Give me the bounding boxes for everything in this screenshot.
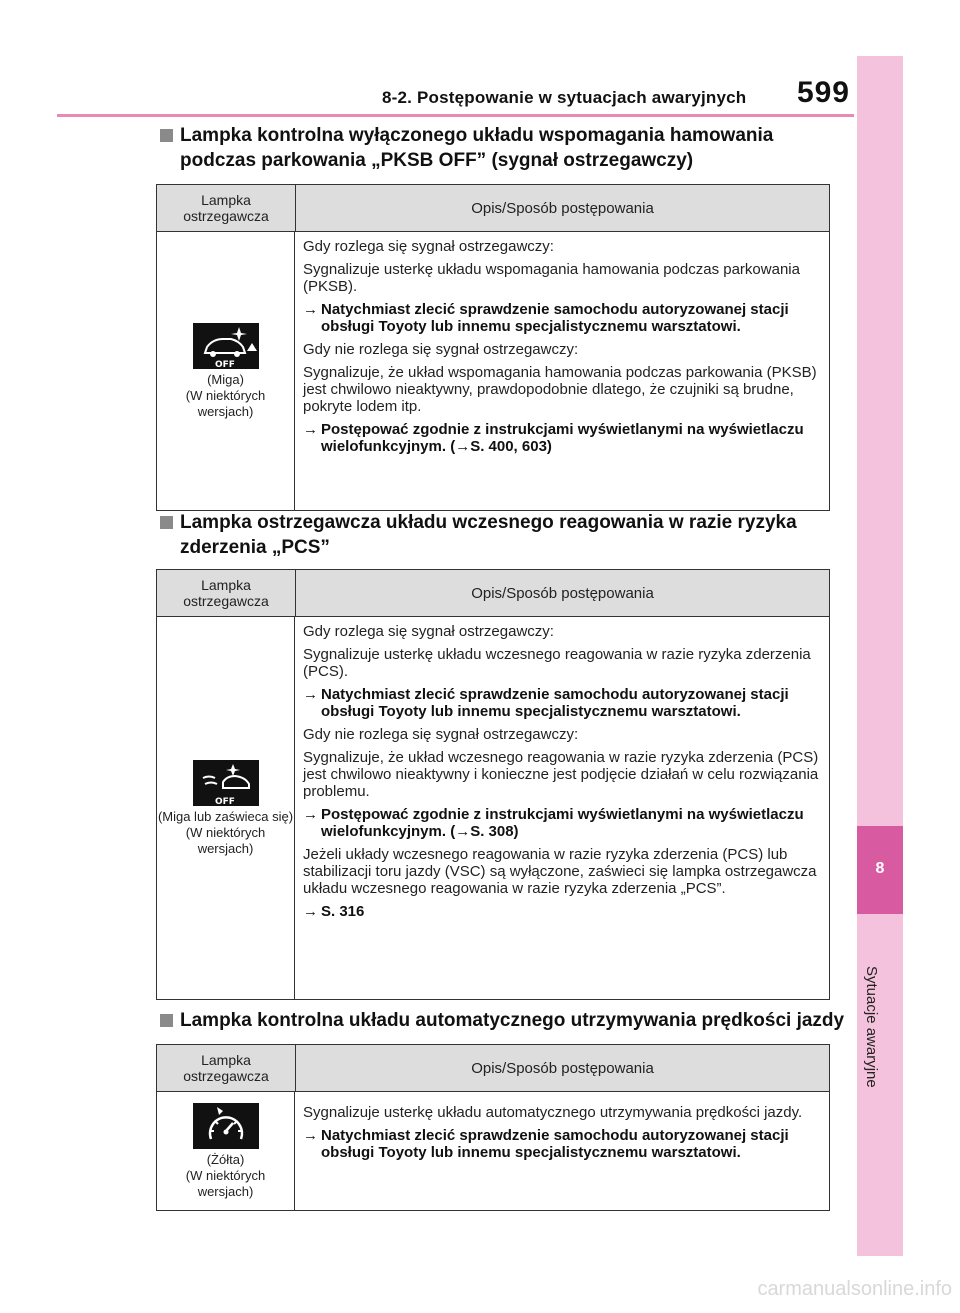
heading-line: Lampka kontrolna wyłączonego układu wspomagania hamowania xyxy=(180,125,774,146)
page-header xyxy=(160,76,850,112)
arrow-icon: → xyxy=(303,301,318,318)
description-text: Sygnalizuje usterkę układu wspomagania hamowania podczas parkowania (PKSB). xyxy=(303,261,800,295)
arrow-icon: → xyxy=(303,421,318,438)
pksb-off-icon xyxy=(193,323,259,369)
chapter-sidebar xyxy=(857,56,903,1256)
col-header-description: Opis/Sposób postępowania xyxy=(471,584,654,602)
action-step: → S. 316 xyxy=(303,903,365,920)
arrow-icon: → xyxy=(303,686,318,703)
description-cell xyxy=(295,232,829,510)
warning-table-pksb xyxy=(156,184,830,511)
svg-text:OFF: OFF xyxy=(214,359,235,369)
action-step: → Natychmiast zlecić sprawdzenie samochodu autoryzowanej stacji obsługi Toyoty lub innemu specjalistycznemu warsztatowi. xyxy=(303,686,789,720)
description-text: Sygnalizuje, że układ wspomagania hamowania podczas parkowania (PKSB) jest chwilowo nieaktywny, prawdopodobnie dlatego, że czujniki są brudne, pokryte lodem itp. xyxy=(303,364,817,415)
description-text: Gdy nie rozlega się sygnał ostrzegawczy: xyxy=(303,341,579,358)
section-heading-pksb xyxy=(160,123,773,173)
pcs-off-icon xyxy=(193,760,259,806)
warning-table-cruise xyxy=(156,1044,830,1211)
cruise-control-icon xyxy=(193,1103,259,1149)
lamp-caption: (Miga) (W niektórych wersjach) xyxy=(185,371,266,419)
lamp-cell xyxy=(157,232,295,510)
lamp-cell xyxy=(157,1092,295,1210)
description-text: Gdy nie rozlega się sygnał ostrzegawczy: xyxy=(303,726,579,743)
arrow-icon: → xyxy=(303,806,318,823)
heading-line: zderzenia „PCS” xyxy=(180,537,330,558)
col-header-description: Opis/Sposób postępowania xyxy=(471,199,654,217)
description-text: Jeżeli układy wczesnego reagowania w razie ryzyka zderzenia (PCS) lub stabilizacji toru jazdy (VSC) są wyłączone, zaświeci się lampka ostrzegawcza układu wczesnego reagowania w razie ryzyka zderzenia „PCS”. xyxy=(303,846,817,897)
watermark: carmanualsonline.info xyxy=(757,1278,952,1300)
header-divider xyxy=(57,114,854,117)
lamp-cell xyxy=(157,617,295,999)
table-row xyxy=(157,232,829,510)
col-header-lamp: Lampka ostrzegawcza xyxy=(157,570,296,616)
col-header-lamp: Lampka ostrzegawcza xyxy=(157,1045,296,1091)
chapter-tab[interactable] xyxy=(857,826,903,914)
description-text: Gdy rozlega się sygnał ostrzegawczy: xyxy=(303,623,554,640)
heading-line: podczas parkowania „PKSB OFF” (sygnał ostrzegawczy) xyxy=(180,150,694,171)
col-header-lamp: Lampka ostrzegawcza xyxy=(157,185,296,231)
heading-line: Lampka ostrzegawcza układu wczesnego reagowania w razie ryzyka xyxy=(180,512,797,533)
description-text: Sygnalizuje, że układ wczesnego reagowania w razie ryzyka zderzenia (PCS) jest chwilowo nieaktywny i konieczne jest podjęcie działań w celu rozwiązania problemu. xyxy=(303,749,819,800)
bullet-square-icon xyxy=(160,516,173,529)
section-title: 8-2. Postępowanie w sytuacjach awaryjnych xyxy=(382,88,747,107)
description-text: Sygnalizuje usterkę układu wczesnego reagowania w razie ryzyka zderzenia (PCS). xyxy=(303,646,811,680)
page-number: 599 xyxy=(796,76,850,109)
table-header xyxy=(157,570,829,617)
svg-text:OFF: OFF xyxy=(214,796,235,806)
lamp-caption: (Miga lub zaświeca się) (W niektórych wersjach) xyxy=(157,808,294,856)
table-header xyxy=(157,185,829,232)
description-text: Gdy rozlega się sygnał ostrzegawczy: xyxy=(303,238,554,255)
table-header xyxy=(157,1045,829,1092)
bullet-square-icon xyxy=(160,129,173,142)
action-step: → Natychmiast zlecić sprawdzenie samochodu autoryzowanej stacji obsługi Toyoty lub innemu specjalistycznemu warsztatowi. xyxy=(303,1127,789,1161)
action-step: → Postępować zgodnie z instrukcjami wyświetlanymi na wyświetlaczu wielofunkcyjnym. (→S. 308) xyxy=(303,806,804,840)
chapter-number: 8 xyxy=(875,860,885,877)
description-cell xyxy=(295,1092,829,1210)
action-step: → Postępować zgodnie z instrukcjami wyświetlanymi na wyświetlaczu wielofunkcyjnym. (→S. 400, 603) xyxy=(303,421,804,455)
chapter-title: Sytuacje awaryjne xyxy=(863,966,880,1088)
section-heading-pcs xyxy=(160,510,797,560)
section-heading-cruise xyxy=(160,1008,844,1033)
bullet-square-icon xyxy=(160,1014,173,1027)
heading-line: Lampka kontrolna układu automatycznego utrzymywania prędkości jazdy xyxy=(180,1010,845,1031)
table-row xyxy=(157,617,829,999)
chapter-title-vertical xyxy=(863,966,893,1186)
description-text: Sygnalizuje usterkę układu automatycznego utrzymywania prędkości jazdy. xyxy=(303,1104,803,1121)
arrow-icon: → xyxy=(303,1127,318,1144)
action-step: → Natychmiast zlecić sprawdzenie samochodu autoryzowanej stacji obsługi Toyoty lub innemu specjalistycznemu warsztatowi. xyxy=(303,301,789,335)
arrow-icon: → xyxy=(303,903,318,920)
warning-table-pcs xyxy=(156,569,830,1000)
description-cell xyxy=(295,617,829,999)
col-header-description: Opis/Sposób postępowania xyxy=(471,1059,654,1077)
lamp-caption: (Żółta) (W niektórych wersjach) xyxy=(185,1151,266,1199)
table-row xyxy=(157,1092,829,1210)
